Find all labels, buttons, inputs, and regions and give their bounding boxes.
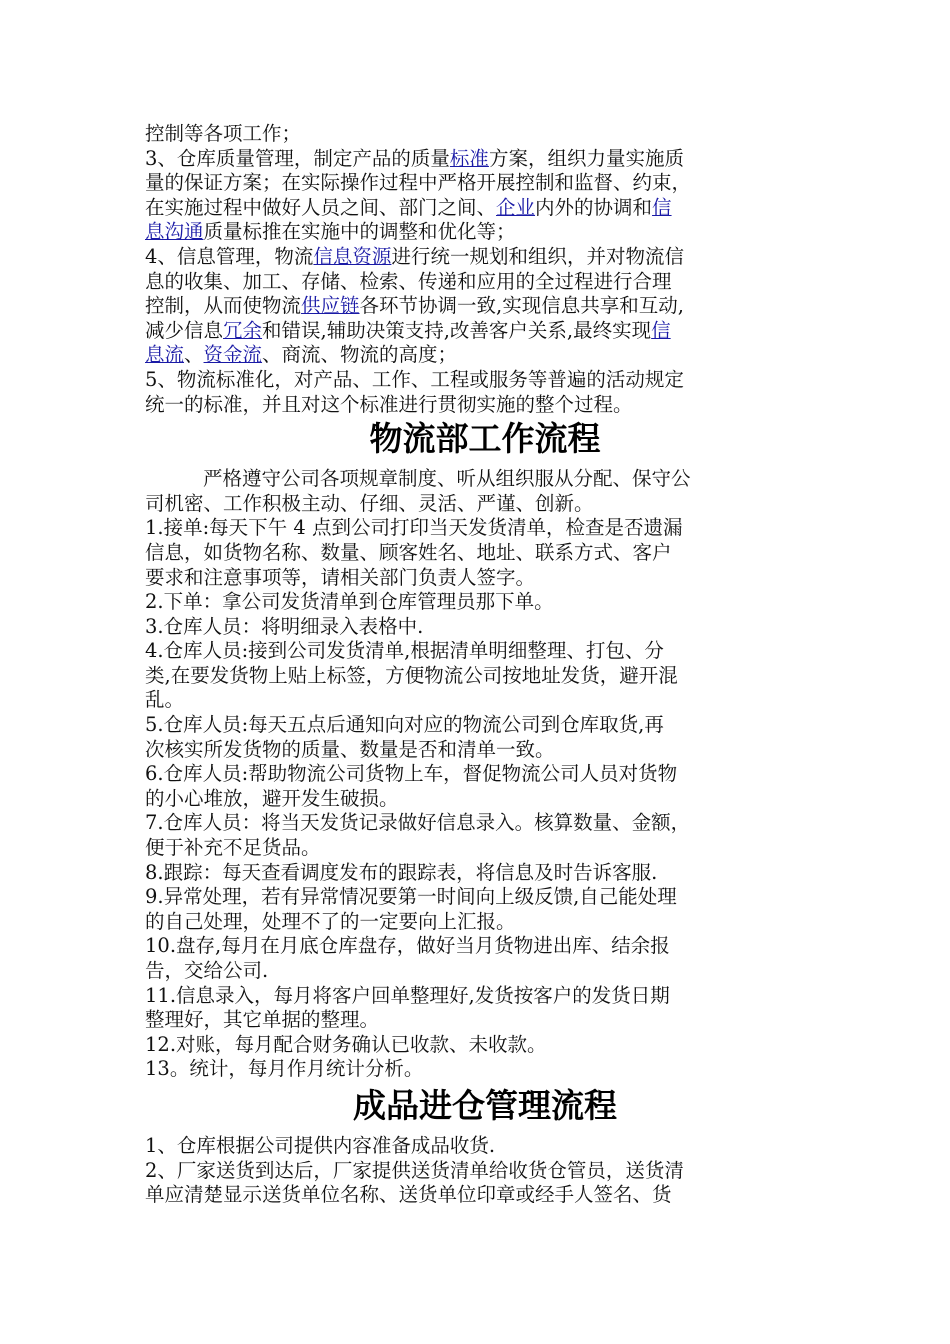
paragraph-line: 次核实所发货物的质量、数量是否和清单一致。	[145, 737, 555, 761]
paragraph-line: 统一的标准，并且对这个标准进行贯彻实施的整个过程。	[145, 392, 633, 416]
section-logistics-workflow	[145, 467, 825, 1082]
paragraph-line: 4、信息管理，物流信息资源进行统一规划和组织，并对物流信	[145, 244, 684, 268]
paragraph-line: 4.仓库人员:接到公司发货清单,根据清单明细整理、打包、分	[145, 639, 664, 663]
paragraph-line: 10.盘存,每月在月底仓库盘存，做好当月货物进出库、结余报	[145, 934, 670, 958]
paragraph-line: 3、仓库质量管理，制定产品的质量标准方案，组织力量实施质	[145, 146, 684, 170]
paragraph-line: 息的收集、加工、存储、检索、传递和应用的全过程进行合理	[145, 269, 672, 293]
paragraph-line: 在实施过程中做好人员之间、部门之间、企业内外的协调和信	[145, 195, 672, 219]
paragraph-line: 减少信息冗余和错误,辅助决策支持,改善客户关系,最终实现信	[145, 318, 671, 342]
paragraph-line: 6.仓库人员:帮助物流公司货物上车，督促物流公司人员对货物	[145, 762, 678, 786]
paragraph-line: 9.异常处理，若有异常情况要第一时间向上级反馈,自己能处理	[145, 885, 677, 909]
paragraph-line: 类,在要发货物上贴上标签，方便物流公司按地址发货，避开混	[145, 663, 678, 687]
paragraph-line: 的小心堆放，避开发生破损。	[145, 786, 399, 810]
paragraph-line: 量的保证方案；在实际操作过程中严格开展控制和监督、约束，	[145, 171, 692, 195]
paragraph-line: 13。统计，每月作月统计分析。	[145, 1057, 424, 1081]
link-info-communication[interactable]: 信	[652, 195, 672, 219]
paragraph-line: 整理好，其它单据的整理。	[145, 1008, 380, 1032]
section-warehouse-duties	[145, 122, 825, 417]
paragraph-line: 2、厂家送货到达后，厂家提供送货清单给收货仓管员，送货清	[145, 1158, 684, 1182]
paragraph-line: 信息，如货物名称、数量、顾客姓名、地址、联系方式、客户	[145, 540, 672, 564]
paragraph-line: 息沟通质量标推在实施中的调整和优化等；	[145, 220, 516, 244]
paragraph-line: 8.跟踪：每天查看调度发布的跟踪表，将信息及时告诉客服.	[145, 860, 658, 884]
paragraph-line: 的自己处理，处理不了的一定要向上汇报。	[145, 909, 516, 933]
paragraph-line: 11.信息录入，每月将客户回单整理好,发货按客户的发货日期	[145, 983, 670, 1007]
link-standard[interactable]: 标准	[449, 146, 489, 170]
paragraph-line: 便于补充不足货品。	[145, 836, 321, 860]
section-finished-goods-inbound	[145, 1134, 825, 1208]
paragraph-line: 告，交给公司.	[145, 959, 269, 982]
link-info-communication-cont[interactable]: 息沟通	[145, 220, 204, 244]
paragraph-line: 司机密、工作积极主动、仔细、灵活、严谨、创新。	[145, 491, 594, 515]
paragraph-line: 严格遵守公司各项规章制度、听从组织服从分配、保守公	[203, 467, 691, 491]
paragraph-line: 控制等各项工作；	[145, 122, 302, 145]
paragraph-line: 5.仓库人员:每天五点后通知向对应的物流公司到仓库取货,再	[145, 713, 664, 737]
paragraph-line: 7.仓库人员：将当天发货记录做好信息录入。核算数量、金额，	[145, 811, 691, 835]
paragraph-line: 1、仓库根据公司提供内容准备成品收货.	[145, 1133, 496, 1157]
heading-finished-goods-inbound: 成品进仓管理流程	[353, 1085, 617, 1125]
heading-logistics-workflow: 物流部工作流程	[369, 419, 601, 459]
link-capital-flow[interactable]: 资金流	[203, 343, 263, 367]
link-info-flow[interactable]: 信	[651, 318, 671, 342]
paragraph-line: 单应清楚显示送货单位名称、送货单位印章或经手人签名、货	[145, 1183, 672, 1207]
link-info-resources[interactable]: 信息资源	[313, 244, 392, 268]
paragraph-line: 2.下单：拿公司发货清单到仓库管理员那下单。	[145, 590, 554, 614]
paragraph-line: 3.仓库人员：将明细录入表格中.	[145, 614, 424, 638]
paragraph-line: 乱。	[145, 688, 185, 712]
paragraph-line: 要求和注意事项等，请相关部门负责人签字。	[145, 565, 536, 589]
paragraph-line: 5、物流标准化，对产品、工作、工程或服务等普遍的活动规定	[145, 367, 684, 391]
paragraph-line: 1.接单:每天下午 4 点到公司打印当天发货清单，检查是否遗漏	[145, 516, 683, 540]
link-enterprise[interactable]: 企业	[496, 195, 536, 219]
document-page	[145, 122, 825, 1208]
link-supply-chain[interactable]: 供应链	[301, 294, 360, 318]
link-info-flow-cont[interactable]: 息流	[145, 343, 185, 367]
paragraph-line: 息流、资金流、商流、物流的高度；	[145, 343, 458, 367]
paragraph-line: 12.对账，每月配合财务确认已收款、未收款。	[145, 1032, 547, 1056]
link-redundancy[interactable]: 冗余	[223, 318, 263, 342]
paragraph-line: 控制，从而使物流供应链各环节协调一致,实现信息共享和互动,	[145, 294, 684, 318]
